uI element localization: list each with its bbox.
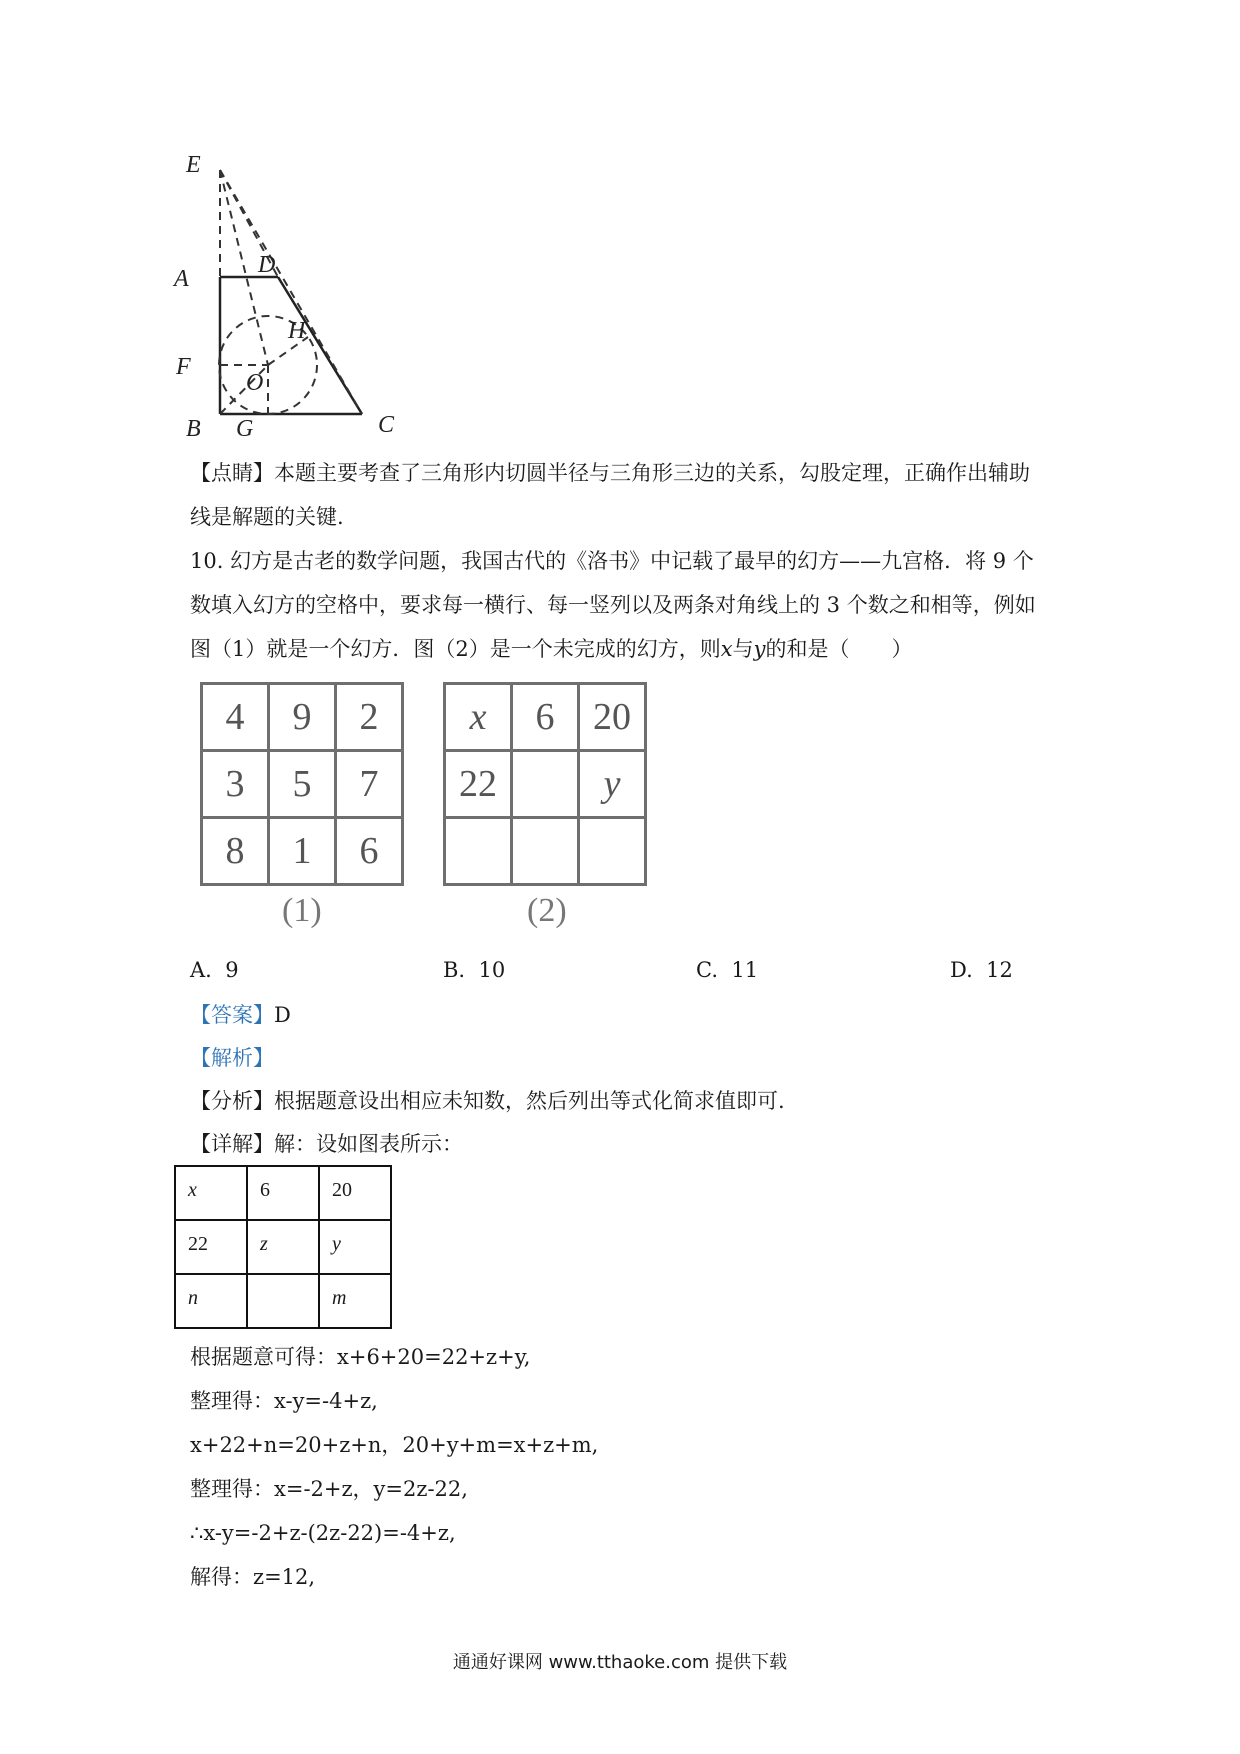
question-line3 [190, 634, 912, 664]
cell [319, 1274, 391, 1328]
option-b-value: 10 [478, 958, 506, 982]
option-a-value: 9 [225, 958, 239, 982]
cell: 20 [579, 684, 646, 751]
option-c [696, 958, 758, 982]
answer-line [190, 1000, 291, 1030]
label-C: C [378, 412, 395, 438]
cell-text: 20 [332, 1179, 352, 1201]
cell: 1 [269, 818, 336, 885]
option-c-value: 11 [731, 958, 759, 982]
label-H: H [288, 318, 306, 344]
cell-text: 6 [260, 1179, 270, 1201]
table-row [445, 751, 646, 818]
option-b-letter: B. [443, 958, 466, 982]
cell [579, 818, 646, 885]
label-F: F [176, 354, 191, 380]
fenxi-text: 根据题意设出相应未知数，然后列出等式化简求值即可. [274, 1089, 785, 1113]
fenxi-tag: 【分析】 [190, 1089, 274, 1113]
option-d [950, 958, 1013, 982]
cell [175, 1274, 247, 1328]
cell [247, 1274, 319, 1328]
label-G: G [236, 416, 254, 442]
label-B: B [186, 416, 201, 442]
label-O: O [246, 370, 264, 396]
solution-step: 解得：z=12, [190, 1565, 316, 1589]
question-line3-part-b: 与 [732, 637, 754, 661]
option-b [443, 958, 505, 982]
cell: x [445, 684, 512, 751]
question-line2: 数填入幻方的空格中，要求每一横行、每一竖列以及两条对角线上的 3 个数之和相等，例如 [190, 593, 1036, 617]
cell: 6 [512, 684, 579, 751]
xiangjie-tag: 【详解】 [190, 1132, 274, 1156]
question-var-x: x [720, 637, 733, 661]
table-row [445, 818, 646, 885]
cell: 22 [445, 751, 512, 818]
cell: y [579, 751, 646, 818]
table-row [202, 751, 403, 818]
solution-table [174, 1165, 392, 1329]
cell-text: z [260, 1233, 268, 1255]
cell-text: n [188, 1287, 198, 1309]
option-a [190, 958, 239, 982]
cell: 3 [202, 751, 269, 818]
label-A: A [174, 266, 189, 292]
cell-text: x [188, 1179, 197, 1201]
solution-step: 根据题意可得：x+6+20=22+z+y, [190, 1345, 531, 1369]
table-row [175, 1220, 391, 1274]
cell [175, 1166, 247, 1220]
page-footer: 通通好课网 www.tthaoke.com 提供下载 [452, 1652, 788, 1673]
label-E: E [186, 152, 201, 178]
table-row [202, 684, 403, 751]
table-row [175, 1274, 391, 1328]
question-line3-part-a: 图（1）就是一个幻方．图（2）是一个未完成的幻方，则 [190, 637, 721, 661]
question-var-y: y [753, 637, 766, 661]
cell [445, 818, 512, 885]
cell: 6 [336, 818, 403, 885]
cell [247, 1220, 319, 1274]
xiangjie-text: 解：设如图表所示： [274, 1132, 463, 1156]
table-row [175, 1166, 391, 1220]
square2-caption: (2) [527, 892, 567, 929]
option-d-letter: D. [950, 958, 973, 982]
dianjing-tag: 【点睛】 [190, 461, 274, 485]
cell-text: y [332, 1233, 341, 1255]
option-a-letter: A. [190, 958, 212, 982]
solution-step: 整理得：x-y=-4+z, [190, 1389, 378, 1413]
cell: 7 [336, 751, 403, 818]
cell-text: 22 [188, 1233, 208, 1255]
cell [319, 1166, 391, 1220]
answer-value: D [274, 1003, 291, 1027]
dashed-EC [220, 170, 362, 414]
cell: 9 [269, 684, 336, 751]
table-row [445, 684, 646, 751]
cell [512, 818, 579, 885]
fenxi-line [190, 1086, 785, 1116]
label-D: D [258, 252, 276, 278]
cell: 8 [202, 818, 269, 885]
cell [247, 1166, 319, 1220]
question-line3-part-c: 的和是（ ） [765, 637, 913, 661]
solution-step: 整理得：x=-2+z，y=2z-22, [190, 1477, 468, 1501]
solution-step: x+22+n=20+z+n，20+y+m=x+z+m, [190, 1433, 599, 1457]
option-c-letter: C. [696, 958, 718, 982]
cell [175, 1220, 247, 1274]
option-d-value: 12 [986, 958, 1013, 982]
cell: 4 [202, 684, 269, 751]
cell: 5 [269, 751, 336, 818]
solution-step: ∴x-y=-2+z-(2z-22)=-4+z, [190, 1521, 456, 1545]
triangle-incircle-figure [174, 150, 420, 442]
cell [319, 1220, 391, 1274]
square1-caption: (1) [282, 892, 322, 929]
analysis-tag: 【解析】 [190, 1046, 274, 1070]
cell-text: m [332, 1287, 347, 1309]
question-line1: 10. 幻方是古老的数学问题，我国古代的《洛书》中记载了最早的幻方——九宫格．将 9 个 [190, 549, 1034, 573]
cell [512, 751, 579, 818]
dianjing-line2: 线是解题的关键. [190, 505, 344, 529]
table-row [202, 818, 403, 885]
dianjing-text: 本题主要考查了三角形内切圆半径与三角形三边的关系，勾股定理，正确作出辅助 [274, 461, 1030, 485]
cell: 2 [336, 684, 403, 751]
magic-square-1 [200, 682, 404, 886]
magic-square-2 [443, 682, 647, 886]
xiangjie-line [190, 1129, 463, 1159]
dianjing-line1 [190, 458, 1030, 488]
answer-tag: 【答案】 [190, 1003, 274, 1027]
